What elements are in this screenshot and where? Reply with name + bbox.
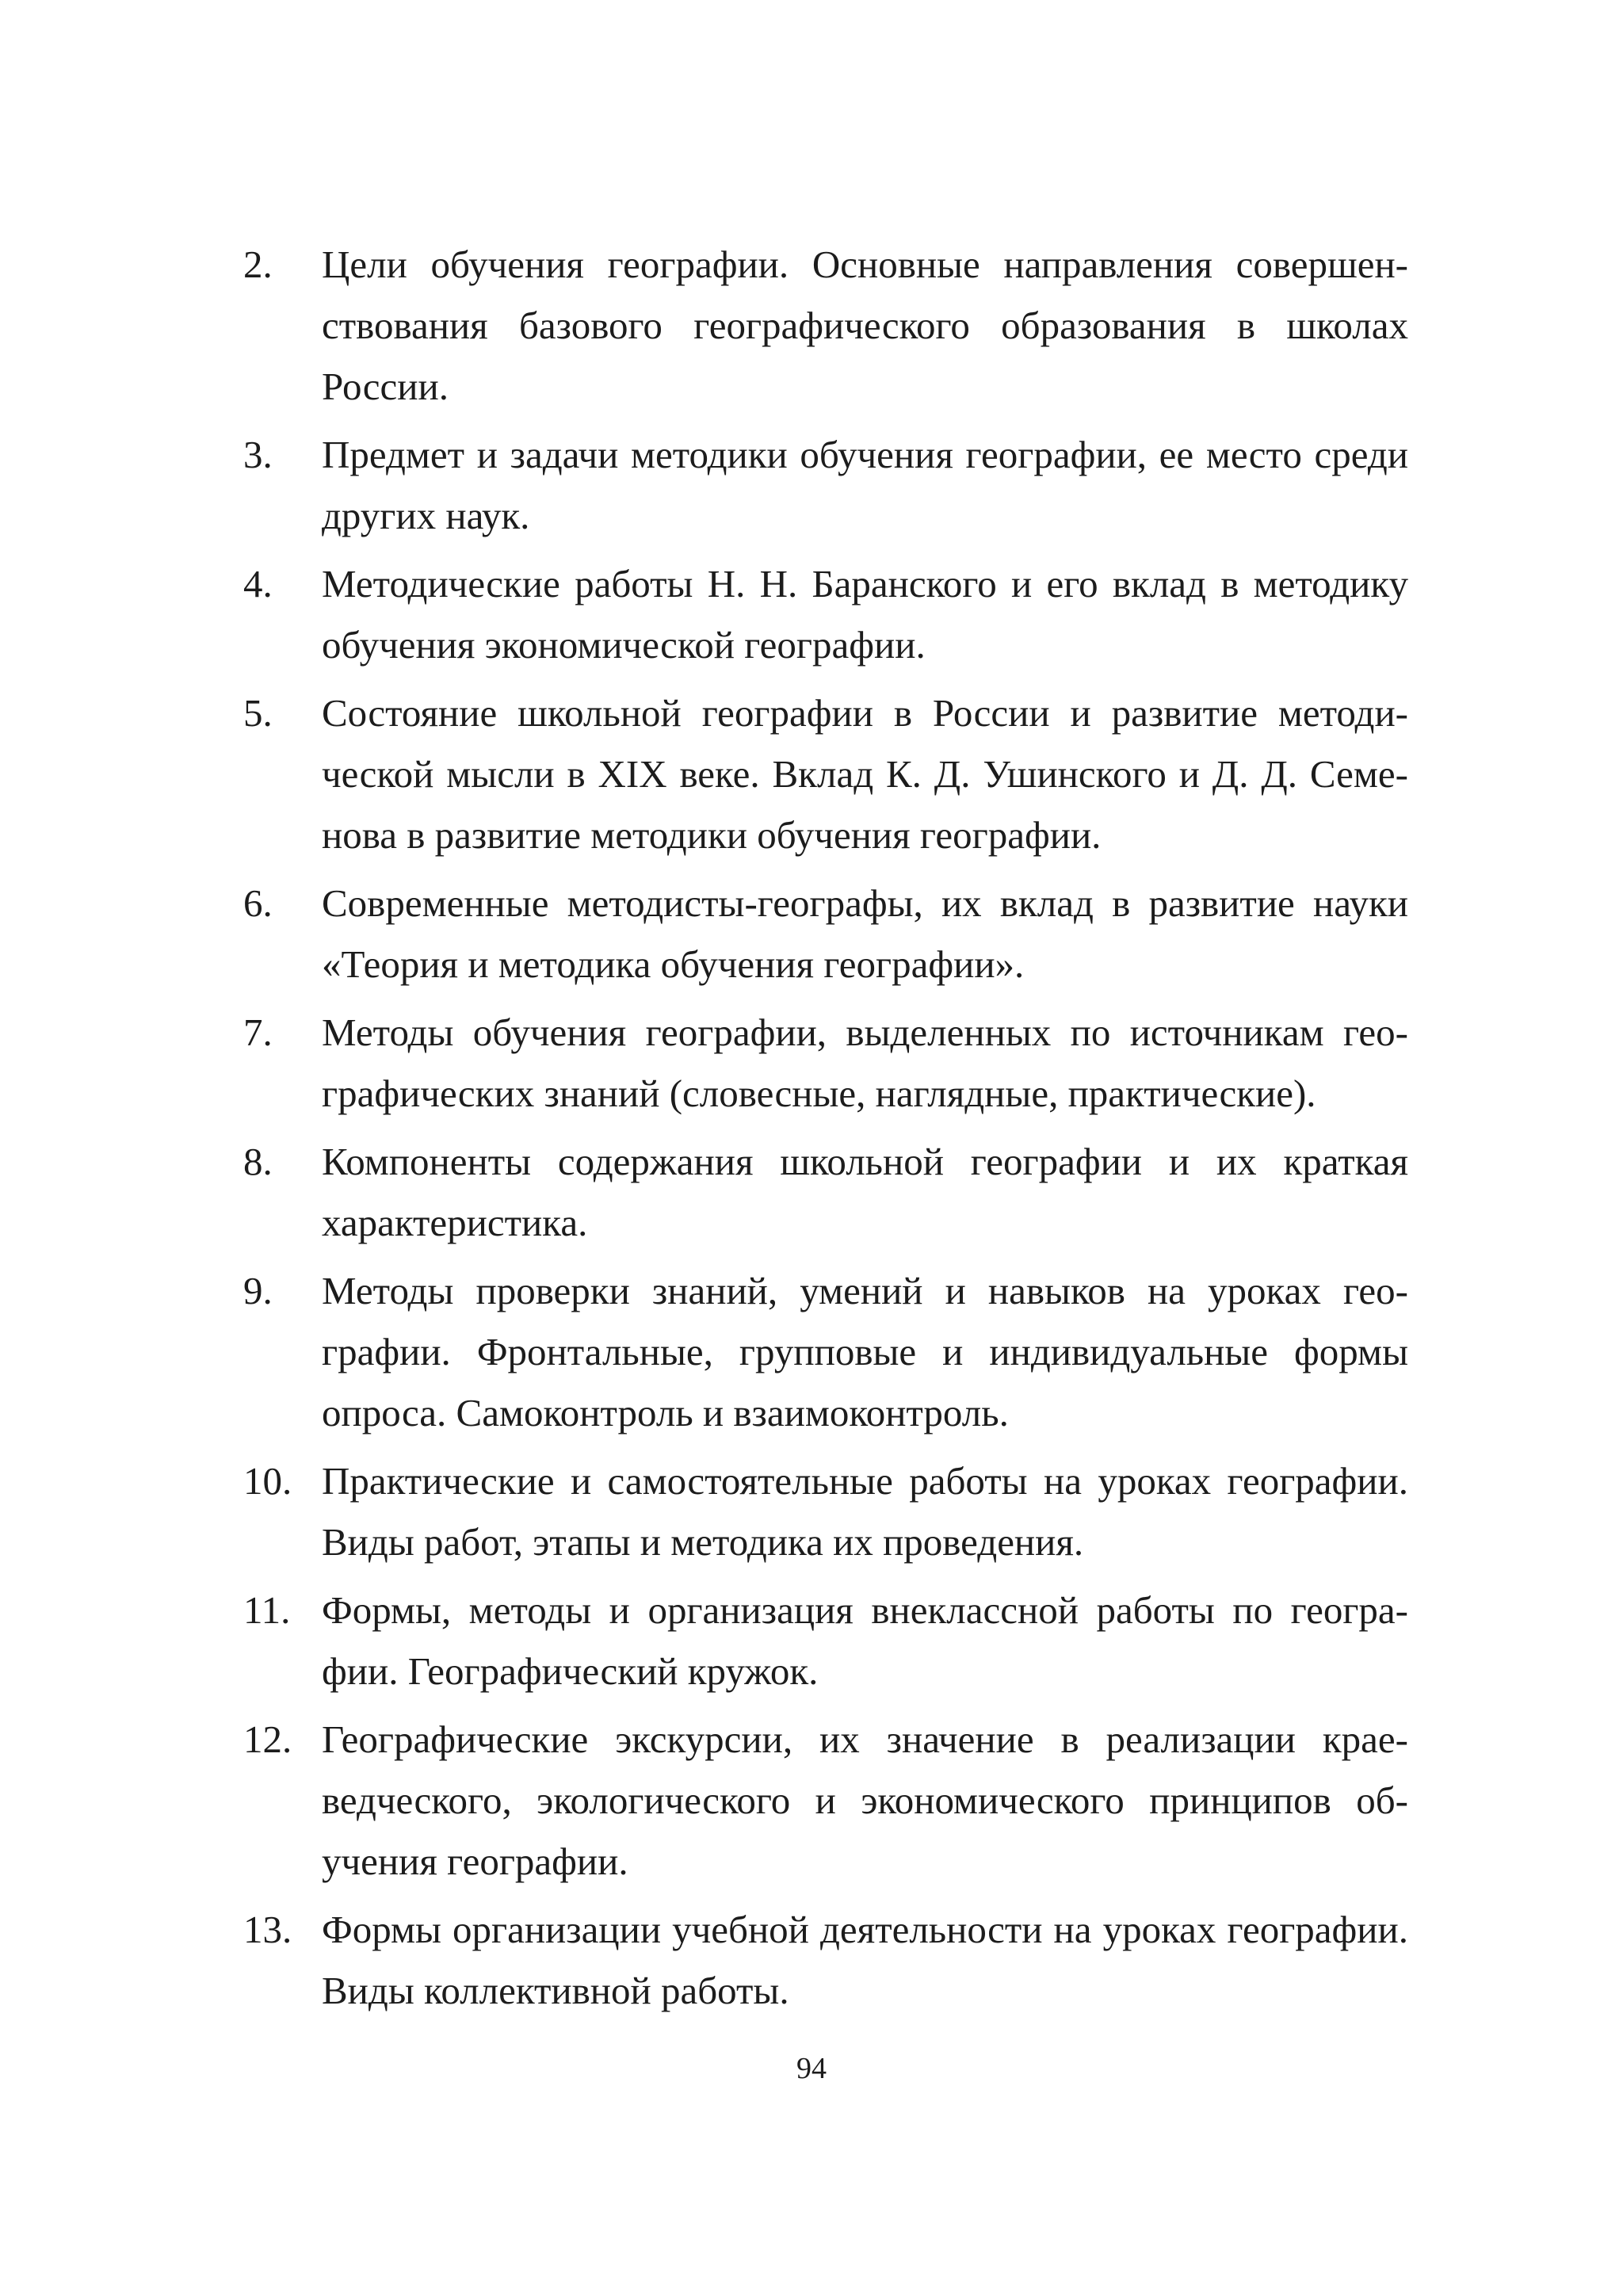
item-number: 9. bbox=[243, 1269, 273, 1312]
item-number: 6. bbox=[243, 881, 273, 925]
list-item bbox=[243, 424, 1408, 546]
item-text: Методы проверки знаний, умений и навыков на уроках географии. Фронтальные, групповые и индивидуальные формы опроса. Самоконтроль и взаимоконтроль. bbox=[322, 1269, 1408, 1435]
page-content bbox=[243, 234, 1408, 2028]
item-text: Практические и самостоятельные работы на уроках географии. Виды работ, этапы и методика их проведения. bbox=[322, 1459, 1408, 1564]
item-text: Географические экскурсии, их значение в реализации краеведческого, экологического и экономического принципов обучения географии. bbox=[322, 1717, 1408, 1883]
item-number: 13. bbox=[243, 1908, 292, 1951]
list-item bbox=[243, 873, 1408, 995]
list-item bbox=[243, 1450, 1408, 1572]
list-item bbox=[243, 1899, 1408, 2021]
list-item bbox=[243, 234, 1408, 417]
item-number: 7. bbox=[243, 1010, 273, 1054]
page-number: 94 bbox=[796, 2052, 827, 2085]
item-text: Современные методисты-географы, их вклад в развитие науки «Теория и методика обучения географии». bbox=[322, 881, 1408, 986]
list-item bbox=[243, 553, 1408, 675]
item-number: 5. bbox=[243, 691, 273, 735]
list-item bbox=[243, 1260, 1408, 1443]
item-number: 10. bbox=[243, 1459, 292, 1503]
item-text: Цели обучения географии. Основные направления совершенствования базового географического образования в школах России. bbox=[322, 243, 1408, 408]
item-text: Компоненты содержания школьной географии и их краткая характеристика. bbox=[322, 1140, 1408, 1244]
item-text: Формы, методы и организация внеклассной работы по географии. Географический кружок. bbox=[322, 1588, 1408, 1693]
item-text: Предмет и задачи методики обучения географии, ее место среди других наук. bbox=[322, 433, 1408, 537]
item-number: 11. bbox=[243, 1588, 291, 1632]
item-text: Методы обучения географии, выделенных по источникам географических знаний (словесные, наглядные, практические). bbox=[322, 1010, 1408, 1115]
list-item bbox=[243, 1709, 1408, 1892]
item-text: Методические работы Н. Н. Баранского и его вклад в методику обучения экономической географии. bbox=[322, 562, 1408, 667]
item-text: Формы организации учебной деятельности на уроках географии. Виды коллективной работы. bbox=[322, 1908, 1408, 2012]
item-text: Состояние школьной географии в России и развитие методической мысли в XIX веке. Вклад К. Д. Ушинского и Д. Д. Семенова в развитие методики обучения географии. bbox=[322, 691, 1408, 857]
question-list bbox=[243, 234, 1408, 2021]
list-item bbox=[243, 1131, 1408, 1253]
item-number: 3. bbox=[243, 433, 273, 476]
list-item bbox=[243, 682, 1408, 865]
item-number: 2. bbox=[243, 243, 273, 286]
item-number: 12. bbox=[243, 1717, 292, 1761]
list-item bbox=[243, 1002, 1408, 1124]
item-number: 4. bbox=[243, 562, 273, 606]
item-number: 8. bbox=[243, 1140, 273, 1183]
list-item bbox=[243, 1580, 1408, 1702]
